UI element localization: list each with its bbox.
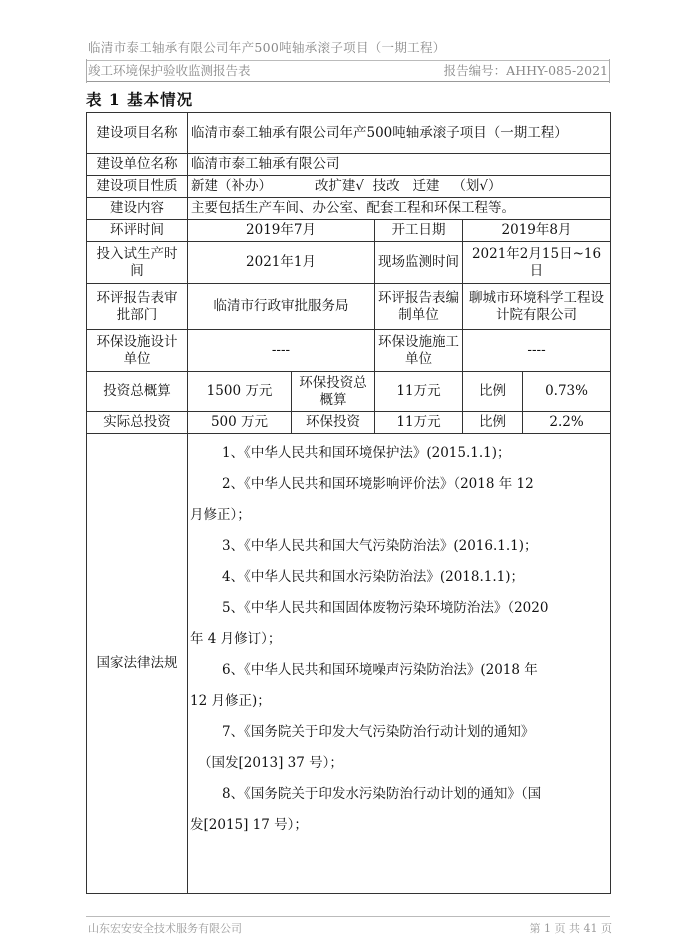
start-date-label: 开工日期 (375, 220, 463, 242)
table-row (87, 412, 611, 434)
ratio-act-label: 比例 (463, 412, 523, 434)
table-row (87, 330, 611, 372)
law-list (188, 434, 611, 894)
footer-divider (86, 916, 610, 917)
header-report-type: 竣工环境保护验收监测报告表 (88, 63, 251, 78)
law-item: 7、《国务院关于印发大气污染防治行动计划的通知》 (222, 724, 535, 740)
header-report-number: 报告编号：AHHY-085-2021 (443, 63, 608, 78)
table-row (87, 176, 611, 198)
invest-act-label: 实际总投资 (87, 412, 188, 434)
ratio-est-value: 0.73% (523, 372, 611, 412)
nature-label: 建设项目性质 (87, 176, 188, 198)
law-item: 月修正）； (190, 507, 251, 523)
approve-value: 临清市行政审批服务局 (188, 284, 375, 330)
table-row (87, 113, 611, 154)
construct-value: ---- (463, 330, 611, 372)
invest-est-label: 投资总概算 (87, 372, 188, 412)
env-invest-est-label: 环保投资总概算 (292, 372, 375, 412)
table-row (87, 220, 611, 242)
monitor-label: 现场监测时间 (375, 242, 463, 284)
table-row (87, 434, 611, 894)
compile-value: 聊城市环境科学工程设计院有限公司 (463, 284, 611, 330)
start-date-value: 2019年8月 (463, 220, 611, 242)
law-item: 8、《国务院关于印发水污染防治行动计划的通知》（国 (222, 786, 542, 802)
eia-time-label: 环评时间 (87, 220, 188, 242)
table-row (87, 372, 611, 412)
law-item: 1、《中华人民共和国环境保护法》(2015.1.1)； (222, 445, 511, 461)
invest-est-value: 1500 万元 (188, 372, 292, 412)
eia-time-value: 2019年7月 (188, 220, 375, 242)
content-value: 主要包括生产车间、办公室、配套工程和环保工程等。 (188, 198, 611, 220)
table-row (87, 242, 611, 284)
unit-label: 建设单位名称 (87, 154, 188, 176)
law-item: 发[2015] 17 号）； (190, 817, 308, 833)
content-label: 建设内容 (87, 198, 188, 220)
law-item: 年 4 月修订）； (190, 631, 282, 647)
design-label: 环保设施设计单位 (87, 330, 188, 372)
law-item: 5、《中华人民共和国固体废物污染环境防治法》（2020 (222, 600, 549, 616)
footer-page-number: 第 1 页 共 41 页 (529, 922, 612, 935)
law-item: （国发[2013] 37 号）； (198, 755, 343, 771)
table-title: 表 1 基本情况 (86, 90, 194, 109)
table-row (87, 154, 611, 176)
ratio-act-value: 2.2% (523, 412, 611, 434)
monitor-value: 2021年2月15日~16日 (463, 242, 611, 284)
law-item: 6、《中华人民共和国环境噪声污染防治法》(2018 年 (222, 662, 538, 678)
law-item: 3、《中华人民共和国大气污染防治法》(2016.1.1)； (222, 538, 538, 554)
approve-label: 环评报告表审批部门 (87, 284, 188, 330)
trial-value: 2021年1月 (188, 242, 375, 284)
basic-info-table (86, 112, 611, 894)
design-value: ---- (188, 330, 375, 372)
law-item: 4、《中华人民共和国水污染防治法》(2018.1.1)； (222, 569, 524, 585)
invest-act-value: 500 万元 (188, 412, 292, 434)
header-title: 临清市泰工轴承有限公司年产500吨轴承滚子项目（一期工程） (88, 40, 446, 55)
footer-company: 山东宏安安全技术服务有限公司 (88, 922, 242, 935)
compile-label: 环评报告表编制单位 (375, 284, 463, 330)
table-row (87, 284, 611, 330)
law-label: 国家法律法规 (87, 434, 188, 894)
unit-value: 临清市泰工轴承有限公司 (188, 154, 611, 176)
nature-value: 新建（补办） 改扩建√ 技改 迁建 （划√） (188, 176, 611, 198)
table-row (87, 198, 611, 220)
project-name-value: 临清市泰工轴承有限公司年产500吨轴承滚子项目（一期工程） (188, 113, 611, 154)
law-item: 2、《中华人民共和国环境影响评价法》（2018 年 12 (222, 476, 534, 492)
env-invest-est-value: 11万元 (375, 372, 463, 412)
env-invest-act-label: 环保投资 (292, 412, 375, 434)
header-subline (86, 60, 610, 82)
construct-label: 环保设施施工单位 (375, 330, 463, 372)
trial-label: 投入试生产时间 (87, 242, 188, 284)
project-name-label: 建设项目名称 (87, 113, 188, 154)
env-invest-act-value: 11万元 (375, 412, 463, 434)
law-item: 12 月修正)； (190, 693, 271, 709)
ratio-est-label: 比例 (463, 372, 523, 412)
